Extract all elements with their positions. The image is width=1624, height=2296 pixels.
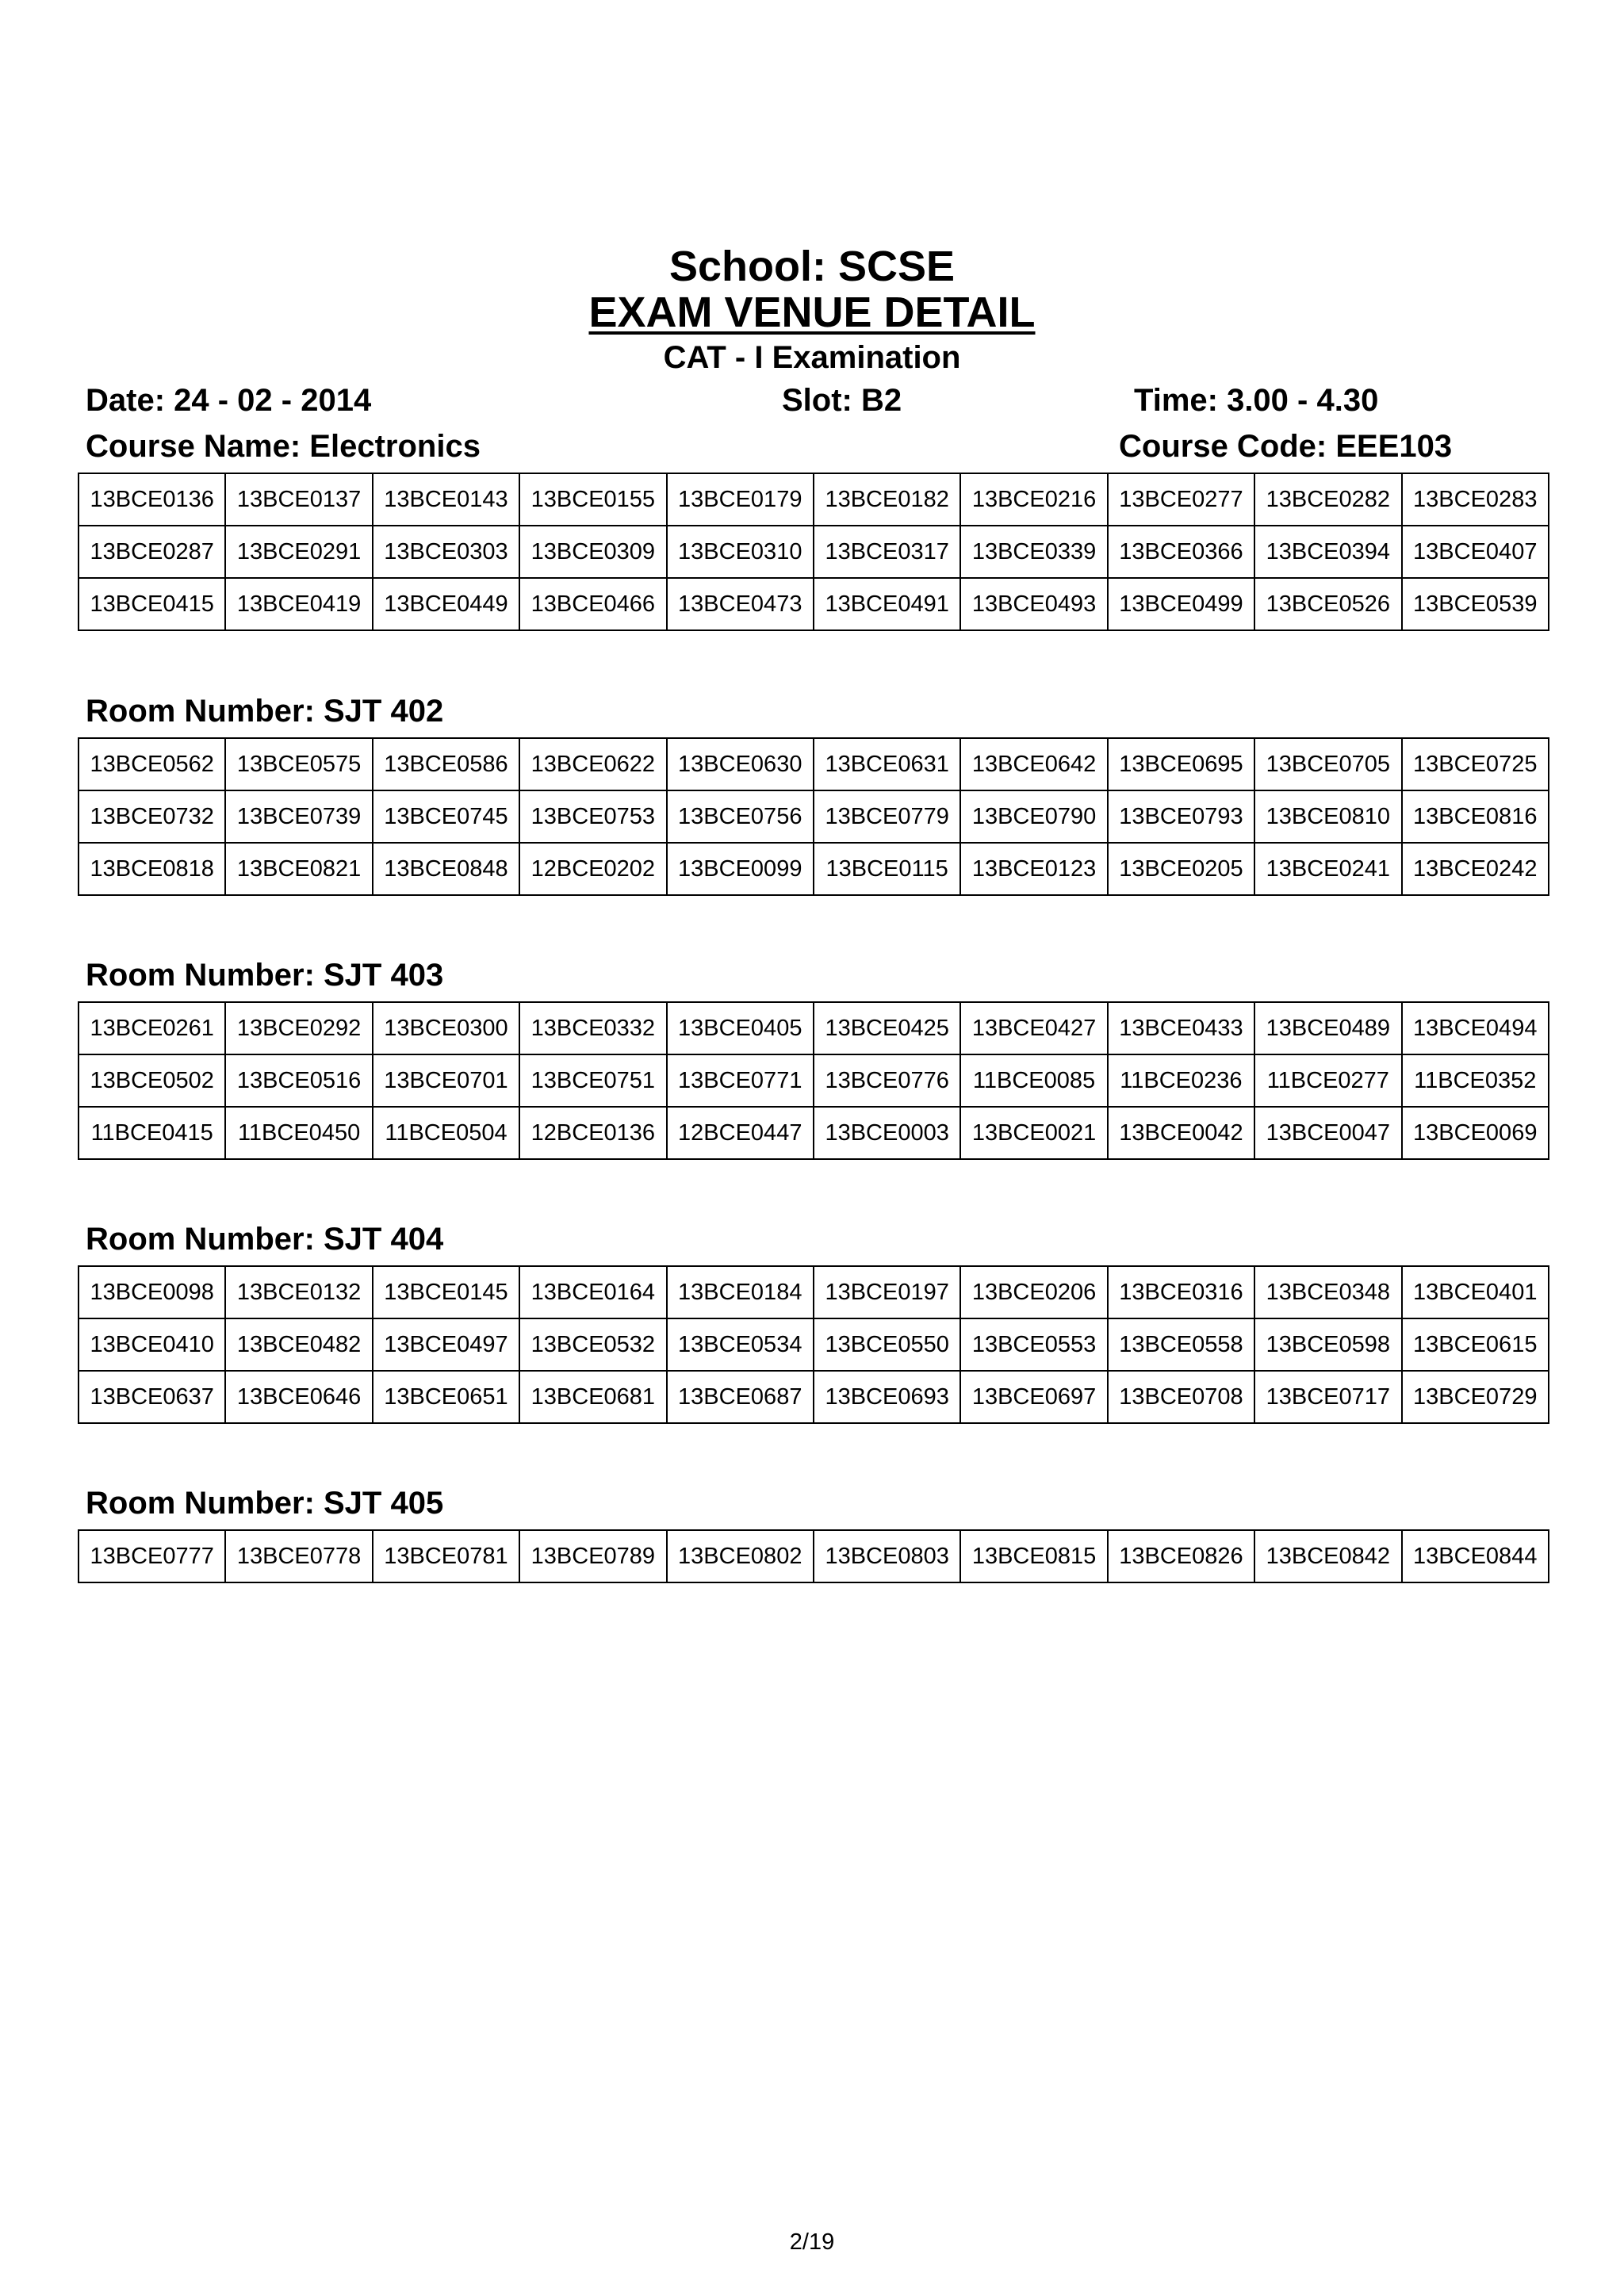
registration-number-cell: 13BCE0793: [1108, 790, 1254, 843]
registration-number-cell: 13BCE0099: [667, 843, 814, 895]
registration-number-cell: 13BCE0586: [373, 738, 519, 790]
registration-number-cell: 11BCE0277: [1254, 1054, 1401, 1107]
registration-number-cell: 13BCE0779: [814, 790, 960, 843]
table-row: [79, 1266, 1549, 1318]
registration-number-cell: 13BCE0789: [519, 1530, 666, 1582]
registration-number-cell: 13BCE0516: [225, 1054, 372, 1107]
registration-number-cell: 13BCE0155: [519, 473, 666, 526]
registration-number-cell: 13BCE0291: [225, 526, 372, 578]
registration-number-cell: 13BCE0725: [1402, 738, 1549, 790]
registration-number-cell: 13BCE0115: [814, 843, 960, 895]
registration-number-cell: 13BCE0182: [814, 473, 960, 526]
registration-number-cell: 13BCE0550: [814, 1318, 960, 1371]
registration-number-cell: 11BCE0415: [79, 1107, 225, 1159]
page-number: 2/19: [789, 2229, 835, 2255]
registration-number-cell: 13BCE0705: [1254, 738, 1401, 790]
registration-number-cell: 13BCE0695: [1108, 738, 1254, 790]
registration-number-cell: 13BCE0802: [667, 1530, 814, 1582]
registration-number-cell: 13BCE0844: [1402, 1530, 1549, 1582]
registration-number-cell: 13BCE0708: [1108, 1371, 1254, 1423]
registration-number-cell: 13BCE0405: [667, 1002, 814, 1054]
registration-number-cell: 13BCE0164: [519, 1266, 666, 1318]
room-table-continued: [78, 473, 1549, 631]
room-heading-sjt-402: Room Number: SJT 402: [86, 694, 444, 729]
registration-number-cell: 13BCE0493: [960, 578, 1107, 630]
registration-number-cell: 13BCE0848: [373, 843, 519, 895]
registration-number-cell: 13BCE0425: [814, 1002, 960, 1054]
registration-number-cell: 13BCE0310: [667, 526, 814, 578]
registration-number-cell: 13BCE0021: [960, 1107, 1107, 1159]
table-row: [79, 1054, 1549, 1107]
registration-number-cell: 13BCE0401: [1402, 1266, 1549, 1318]
registration-number-cell: 13BCE0781: [373, 1530, 519, 1582]
registration-number-cell: 13BCE0137: [225, 473, 372, 526]
registration-number-cell: 13BCE0539: [1402, 578, 1549, 630]
registration-number-cell: 13BCE0433: [1108, 1002, 1254, 1054]
registration-number-cell: 13BCE0419: [225, 578, 372, 630]
registration-number-cell: 13BCE0179: [667, 473, 814, 526]
registration-number-cell: 13BCE0776: [814, 1054, 960, 1107]
registration-number-cell: 13BCE0631: [814, 738, 960, 790]
registration-number-cell: 11BCE0236: [1108, 1054, 1254, 1107]
exam-slot: Slot: B2: [782, 383, 902, 418]
table-row: [79, 790, 1549, 843]
registration-number-cell: 13BCE0842: [1254, 1530, 1401, 1582]
exam-date: Date: 24 - 02 - 2014: [86, 383, 372, 418]
registration-number-cell: 13BCE0242: [1402, 843, 1549, 895]
room-heading-sjt-404: Room Number: SJT 404: [86, 1222, 444, 1257]
registration-number-cell: 13BCE0575: [225, 738, 372, 790]
room-table-sjt-404: [78, 1265, 1549, 1424]
registration-number-cell: 13BCE0637: [79, 1371, 225, 1423]
course-name: Course Name: Electronics: [86, 429, 481, 464]
registration-number-cell: 13BCE0697: [960, 1371, 1107, 1423]
registration-number-cell: 12BCE0447: [667, 1107, 814, 1159]
registration-number-cell: 13BCE0316: [1108, 1266, 1254, 1318]
registration-number-cell: 13BCE0317: [814, 526, 960, 578]
registration-number-cell: 13BCE0047: [1254, 1107, 1401, 1159]
registration-number-cell: 13BCE0466: [519, 578, 666, 630]
registration-number-cell: 13BCE0526: [1254, 578, 1401, 630]
registration-number-cell: 13BCE0143: [373, 473, 519, 526]
registration-number-cell: 13BCE0821: [225, 843, 372, 895]
exam-time: Time: 3.00 - 4.30: [1134, 383, 1379, 418]
registration-number-cell: 13BCE0394: [1254, 526, 1401, 578]
registration-number-cell: 13BCE0303: [373, 526, 519, 578]
registration-number-cell: 13BCE0622: [519, 738, 666, 790]
registration-number-cell: 13BCE0756: [667, 790, 814, 843]
registration-number-cell: 13BCE0778: [225, 1530, 372, 1582]
registration-number-cell: 13BCE0145: [373, 1266, 519, 1318]
registration-number-cell: 13BCE0687: [667, 1371, 814, 1423]
registration-number-cell: 13BCE0826: [1108, 1530, 1254, 1582]
registration-number-cell: 13BCE0098: [79, 1266, 225, 1318]
registration-number-cell: 13BCE0803: [814, 1530, 960, 1582]
registration-number-cell: 13BCE0497: [373, 1318, 519, 1371]
course-code: Course Code: EEE103: [1119, 429, 1453, 464]
room-heading-sjt-405: Room Number: SJT 405: [86, 1486, 444, 1521]
registration-number-cell: 13BCE0502: [79, 1054, 225, 1107]
registration-number-cell: 13BCE0332: [519, 1002, 666, 1054]
registration-number-cell: 13BCE0816: [1402, 790, 1549, 843]
room-table-sjt-405: [78, 1529, 1549, 1583]
registration-number-cell: 13BCE0136: [79, 473, 225, 526]
registration-number-cell: 12BCE0202: [519, 843, 666, 895]
room-table-sjt-402: [78, 737, 1549, 896]
registration-number-cell: 13BCE0410: [79, 1318, 225, 1371]
registration-number-cell: 13BCE0646: [225, 1371, 372, 1423]
table-row: [79, 1371, 1549, 1423]
registration-number-cell: 13BCE0282: [1254, 473, 1401, 526]
registration-number-cell: 13BCE0292: [225, 1002, 372, 1054]
registration-number-cell: 11BCE0085: [960, 1054, 1107, 1107]
registration-number-cell: 13BCE0489: [1254, 1002, 1401, 1054]
registration-number-cell: 13BCE0790: [960, 790, 1107, 843]
registration-number-cell: 13BCE0300: [373, 1002, 519, 1054]
registration-number-cell: 13BCE0197: [814, 1266, 960, 1318]
registration-number-cell: 13BCE0042: [1108, 1107, 1254, 1159]
registration-number-cell: 13BCE0553: [960, 1318, 1107, 1371]
registration-number-cell: 13BCE0348: [1254, 1266, 1401, 1318]
registration-number-cell: 13BCE0473: [667, 578, 814, 630]
registration-number-cell: 13BCE0206: [960, 1266, 1107, 1318]
registration-number-cell: 13BCE0261: [79, 1002, 225, 1054]
table-row: [79, 1530, 1549, 1582]
registration-number-cell: 13BCE0534: [667, 1318, 814, 1371]
registration-number-cell: 13BCE0810: [1254, 790, 1401, 843]
registration-number-cell: 13BCE0598: [1254, 1318, 1401, 1371]
registration-number-cell: 13BCE0651: [373, 1371, 519, 1423]
registration-number-cell: 12BCE0136: [519, 1107, 666, 1159]
registration-number-cell: 13BCE0339: [960, 526, 1107, 578]
room-table-sjt-403: [78, 1001, 1549, 1160]
registration-number-cell: 11BCE0352: [1402, 1054, 1549, 1107]
registration-number-cell: 13BCE0532: [519, 1318, 666, 1371]
registration-number-cell: 13BCE0771: [667, 1054, 814, 1107]
registration-number-cell: 13BCE0216: [960, 473, 1107, 526]
registration-number-cell: 13BCE0729: [1402, 1371, 1549, 1423]
registration-number-cell: 13BCE0449: [373, 578, 519, 630]
registration-number-cell: 13BCE0407: [1402, 526, 1549, 578]
registration-number-cell: 13BCE0366: [1108, 526, 1254, 578]
table-row: [79, 578, 1549, 630]
registration-number-cell: 13BCE0287: [79, 526, 225, 578]
table-row: [79, 1318, 1549, 1371]
registration-number-cell: 13BCE0732: [79, 790, 225, 843]
registration-number-cell: 13BCE0745: [373, 790, 519, 843]
table-row: [79, 1002, 1549, 1054]
registration-number-cell: 13BCE0069: [1402, 1107, 1549, 1159]
registration-number-cell: 13BCE0558: [1108, 1318, 1254, 1371]
exam-name: CAT - I Examination: [663, 340, 961, 375]
registration-number-cell: 13BCE0241: [1254, 843, 1401, 895]
table-row: [79, 738, 1549, 790]
registration-number-cell: 13BCE0562: [79, 738, 225, 790]
table-row: [79, 526, 1549, 578]
registration-number-cell: 13BCE0777: [79, 1530, 225, 1582]
registration-number-cell: 13BCE0283: [1402, 473, 1549, 526]
registration-number-cell: 13BCE0184: [667, 1266, 814, 1318]
registration-number-cell: 13BCE0717: [1254, 1371, 1401, 1423]
school-name: School: SCSE: [668, 243, 956, 290]
registration-number-cell: 13BCE0815: [960, 1530, 1107, 1582]
table-row: [79, 473, 1549, 526]
registration-number-cell: 13BCE0818: [79, 843, 225, 895]
registration-number-cell: 13BCE0427: [960, 1002, 1107, 1054]
registration-number-cell: 13BCE0615: [1402, 1318, 1549, 1371]
registration-number-cell: 13BCE0642: [960, 738, 1107, 790]
registration-number-cell: 13BCE0751: [519, 1054, 666, 1107]
registration-number-cell: 13BCE0482: [225, 1318, 372, 1371]
registration-number-cell: 13BCE0739: [225, 790, 372, 843]
registration-number-cell: 13BCE0123: [960, 843, 1107, 895]
registration-number-cell: 13BCE0003: [814, 1107, 960, 1159]
registration-number-cell: 13BCE0701: [373, 1054, 519, 1107]
registration-number-cell: 13BCE0494: [1402, 1002, 1549, 1054]
registration-number-cell: 13BCE0205: [1108, 843, 1254, 895]
page-title: [0, 287, 1624, 338]
registration-number-cell: 13BCE0491: [814, 578, 960, 630]
registration-number-cell: 13BCE0277: [1108, 473, 1254, 526]
registration-number-cell: 13BCE0753: [519, 790, 666, 843]
registration-number-cell: 13BCE0415: [79, 578, 225, 630]
room-heading-sjt-403: Room Number: SJT 403: [86, 958, 444, 993]
registration-number-cell: 13BCE0693: [814, 1371, 960, 1423]
table-row: [79, 1107, 1549, 1159]
page-title-text: EXAM VENUE DETAIL: [588, 289, 1036, 336]
registration-number-cell: 11BCE0504: [373, 1107, 519, 1159]
registration-number-cell: 13BCE0681: [519, 1371, 666, 1423]
registration-number-cell: 13BCE0630: [667, 738, 814, 790]
registration-number-cell: 13BCE0132: [225, 1266, 372, 1318]
registration-number-cell: 13BCE0499: [1108, 578, 1254, 630]
registration-number-cell: 11BCE0450: [225, 1107, 372, 1159]
registration-number-cell: 13BCE0309: [519, 526, 666, 578]
table-row: [79, 843, 1549, 895]
